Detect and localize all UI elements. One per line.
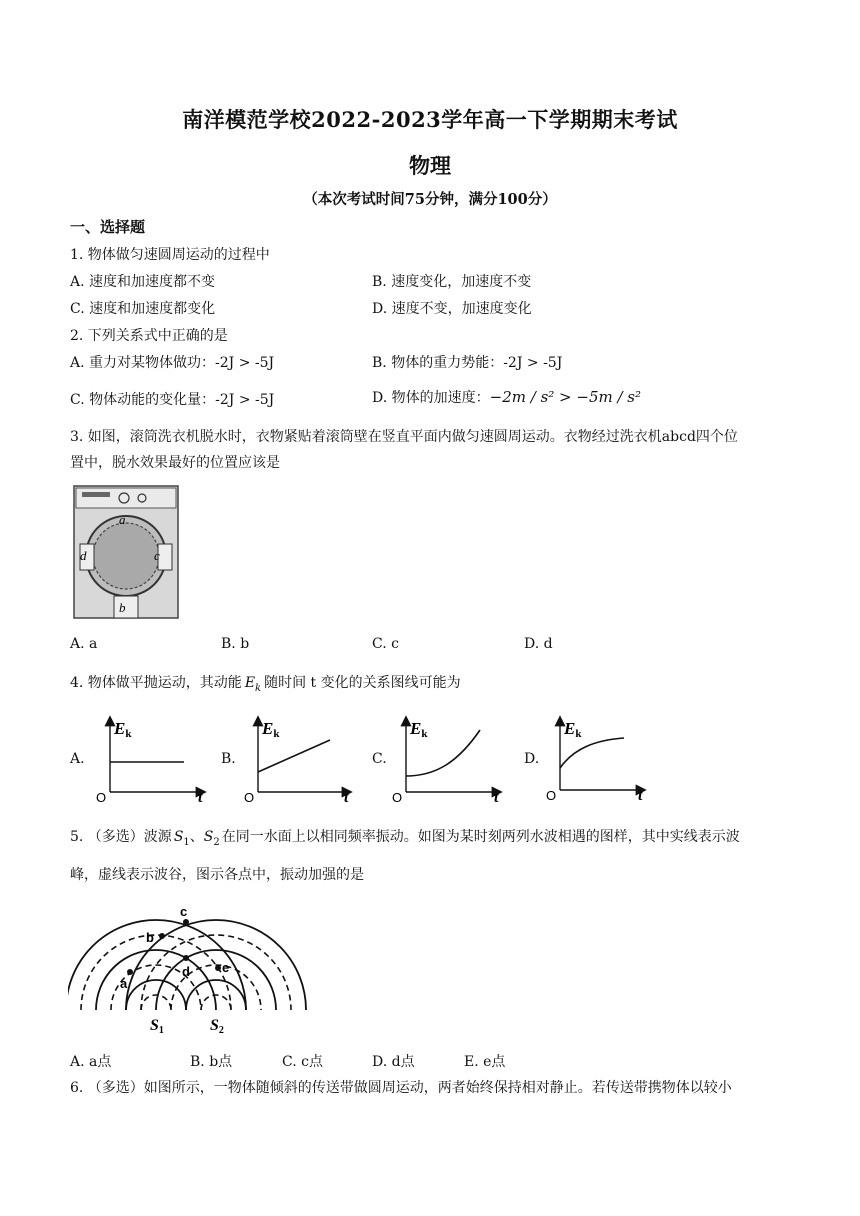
q5-stem-prefix: 5. （多选）波源 [70,829,172,845]
graph-b [238,712,360,804]
q1-option-c: C. 速度和加速度都变化 [70,301,216,317]
graph-b-label: B. [221,751,236,767]
panel-slot [82,492,110,497]
fig-label-a: a [119,512,126,527]
source-s2-label: S2 [210,1017,224,1036]
graph-d-ylabel: Ek [564,719,582,740]
point-a-label: a [120,976,128,991]
q2-option-a: A. 重力对某物体做功：-2J > -5J [70,355,275,371]
graph-a-ylabel: Ek [114,719,132,740]
section-title: 一、选择题 [70,218,146,236]
q3-option-a: A. a [70,636,98,652]
graph-c-origin: O [392,790,403,804]
graph-b-curve [258,740,330,772]
q5-option-b: B. b点 [190,1054,233,1070]
q2-stem: 2. 下列关系式中正确的是 [70,328,228,344]
q1-option-d: D. 速度不变，加速度变化 [372,301,532,317]
q5-s1: S [173,829,184,845]
washing-machine-figure [72,484,180,620]
right-latch [158,544,172,570]
drum-inner [93,523,159,589]
graph-c [388,712,510,804]
graph-b-ylabel: Ek [262,719,280,740]
q5-s2: S [203,829,214,845]
point-b-label: b [146,930,154,945]
q5-option-c: C. c点 [282,1054,323,1070]
q5-option-e: E. e点 [464,1054,506,1070]
point-e-label: e [222,960,230,975]
fig-label-c: c [154,548,160,563]
q1-option-a: A. 速度和加速度都不变 [70,274,216,290]
q4-stem-prefix: 4. 物体做平抛运动，其动能 [70,675,242,691]
q3-stem-line1: 3. 如图，滚筒洗衣机脱水时，衣物紧贴着滚筒壁在竖直平面内做匀速圆周运动。衣物经过洗衣机abcd四个位 [70,429,738,445]
q2-option-c: C. 物体动能的变化量：-2J > -5J [70,392,275,408]
graph-a-xlabel: t [198,789,203,804]
point-d-label: d [182,964,190,979]
graph-d-origin: O [546,788,557,803]
graph-a-origin: O [96,790,107,804]
graph-c-xlabel: t [494,789,499,804]
s1-trough-3 [81,935,231,1010]
point-c-dot [183,919,189,925]
q1-option-b: B. 速度变化，加速度不变 [372,274,532,290]
fig-label-b: b [119,600,126,615]
graph-d-curve [560,738,624,768]
q3-stem-line2: 置中，脱水效果最好的位置应该是 [70,455,280,471]
q2-option-b: B. 物体的重力势能：-2J > -5J [372,355,563,371]
point-e-dot [215,965,221,971]
q1-stem: 1. 物体做匀速圆周运动的过程中 [70,247,270,263]
subject-title: 物理 [409,153,451,178]
q5-stem-line1 [70,826,740,848]
bottom-foot [114,596,138,618]
machine-panel [76,488,176,508]
point-c-label: c [180,904,188,919]
q5-s1-sub: 1 [183,836,190,848]
point-b-dot [159,933,165,939]
exam-note: （本次考试时间75分钟，满分100分） [303,191,557,208]
fig-label-d: d [80,548,87,563]
graph-c-label: C. [372,751,387,767]
q6-stem: 6. （多选）如图所示，一物体随倾斜的传送带做圆周运动，两者始终保持相对静止。若传送带携物体以较小 [70,1080,732,1096]
point-a-dot [127,969,133,975]
q2-option-d [372,387,641,407]
q2-option-d-math: −2m / s² > −5m / s² [489,388,642,406]
q3-option-b: B. b [221,636,250,652]
q4-stem-var: E [244,675,256,691]
graph-d-label: D. [524,751,540,767]
q5-stem-line2: 峰，虚线表示波谷，图示各点中，振动加强的是 [70,867,364,883]
graph-c-ylabel: Ek [410,719,428,740]
graph-a-label: A. [70,751,85,767]
q5-s2-sub: 2 [213,836,220,848]
q4-stem [70,672,461,694]
graph-b-xlabel: t [344,789,349,804]
exam-title: 南洋模范学校2022-2023学年高一下学期期末考试 [182,107,678,132]
q5-option-d: D. d点 [372,1054,415,1070]
graph-d-xlabel: t [638,787,643,804]
q2-option-d-prefix: D. 物体的加速度： [372,390,490,406]
q4-stem-suffix: 随时间 t 变化的关系图线可能为 [264,675,461,691]
point-d-dot [183,955,189,961]
q5-option-a: A. a点 [70,1054,112,1070]
s2-trough-3 [141,935,291,1010]
q4-stem-sub: k [255,682,262,694]
wave-interference-figure [68,902,312,1036]
q3-option-c: C. c [372,636,399,652]
q5-sep: 、 [189,829,204,845]
q3-option-d: D. d [524,636,553,652]
graph-b-origin: O [244,790,255,804]
source-s1-label: S1 [150,1017,164,1036]
graph-d [540,712,662,804]
q5-stem-suffix: 在同一水面上以相同频率振动。如图为某时刻两列水波相遇的图样，其中实线表示波 [221,829,740,845]
graph-a [92,712,214,804]
